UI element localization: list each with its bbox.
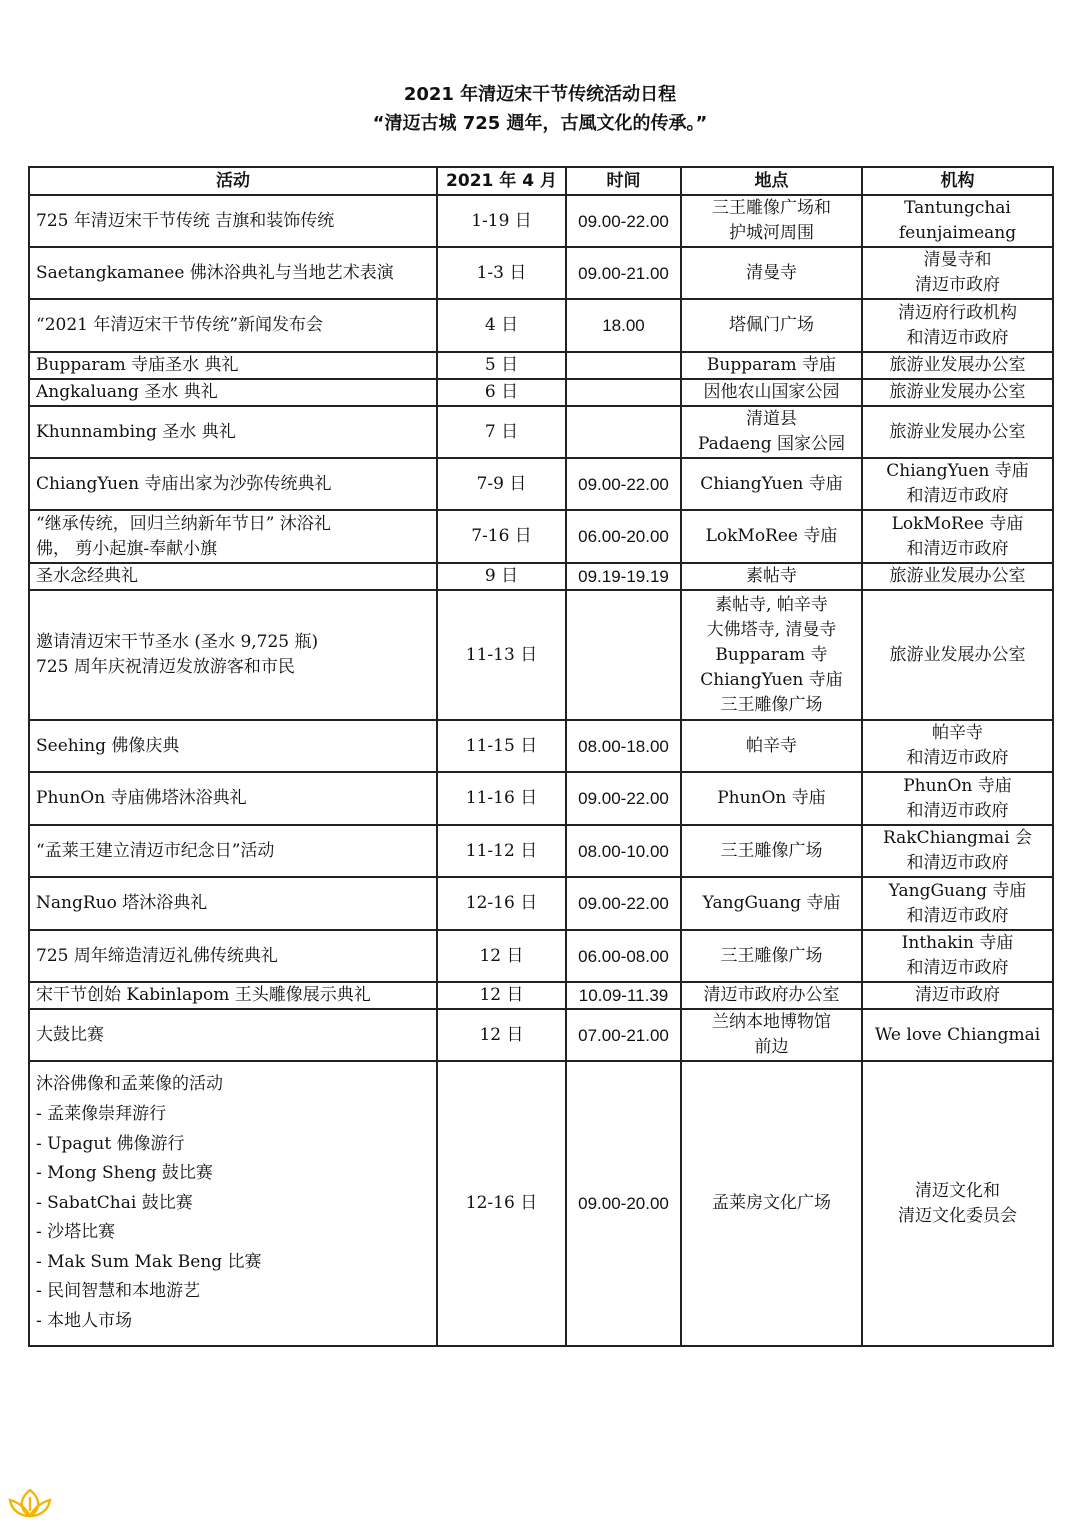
cell-time: 09.00-22.00 xyxy=(566,877,681,930)
header-activity: 活动 xyxy=(29,167,437,195)
cell-place-line: 帕辛寺 xyxy=(746,735,797,756)
cell-place-line: 三王雕像广场 xyxy=(720,945,823,966)
cell-place xyxy=(681,720,862,772)
cell-date: 1-19 日 xyxy=(437,195,566,247)
cell-date: 7-16 日 xyxy=(437,510,566,563)
cell-date: 12-16 日 xyxy=(437,877,566,930)
cell-activity-line: 宋干节创始 Kabinlapom 王头雕像展示典礼 xyxy=(36,985,371,1005)
cell-date: 4 日 xyxy=(437,299,566,352)
cell-activity-line: ChiangYuen 寺庙出家为沙弥传统典礼 xyxy=(36,473,332,494)
cell-time: 18.00 xyxy=(566,299,681,352)
cell-activity-line: Bupparam 寺庙圣水 典礼 xyxy=(36,355,239,375)
cell-activity-line: - SabatChai 鼓比赛 xyxy=(36,1192,193,1213)
cell-time: 09.00-20.00 xyxy=(566,1061,681,1346)
cell-organizer-line: 清曼寺和 xyxy=(923,250,992,270)
cell-organizer-line: 帕辛寺 xyxy=(932,723,983,743)
cell-place xyxy=(681,772,862,825)
cell-organizer-line: 旅游业发展办公室 xyxy=(889,382,1026,402)
cell-organizer xyxy=(862,510,1053,563)
cell-activity xyxy=(29,379,437,406)
table-row xyxy=(29,772,1053,825)
cell-organizer-line: 旅游业发展办公室 xyxy=(889,421,1026,442)
cell-activity xyxy=(29,825,437,877)
cell-organizer-line: 清迈文化委员会 xyxy=(898,1205,1017,1226)
cell-time: 09.00-22.00 xyxy=(566,195,681,247)
cell-activity-line: - 本地人市场 xyxy=(36,1311,133,1332)
cell-place xyxy=(681,299,862,352)
table-row xyxy=(29,406,1053,458)
cell-activity-line: “孟莱王建立清迈市纪念日”活动 xyxy=(36,840,275,861)
cell-place-line: 三王雕像广场和 xyxy=(712,198,831,218)
cell-organizer-line: 旅游业发展办公室 xyxy=(889,355,1026,375)
header-time: 时间 xyxy=(566,167,681,195)
cell-organizer xyxy=(862,930,1053,982)
cell-organizer-line: 清迈府行政机构 xyxy=(898,302,1017,323)
cell-activity xyxy=(29,406,437,458)
cell-place-line: 素帖寺 xyxy=(746,566,797,586)
cell-activity xyxy=(29,1009,437,1061)
cell-date: 12 日 xyxy=(437,982,566,1009)
cell-date: 11-13 日 xyxy=(437,590,566,720)
cell-place-line: YangGuang 寺庙 xyxy=(702,893,841,913)
table-row xyxy=(29,590,1053,720)
cell-date: 9 日 xyxy=(437,563,566,590)
cell-place xyxy=(681,563,862,590)
cell-time: 09.00-22.00 xyxy=(566,772,681,825)
cell-organizer-line: 和清迈市政府 xyxy=(906,800,1009,821)
cell-date: 11-16 日 xyxy=(437,772,566,825)
cell-place xyxy=(681,458,862,510)
cell-place-line: ChiangYuen 寺庙 xyxy=(700,473,843,494)
cell-organizer xyxy=(862,563,1053,590)
table-header-row xyxy=(29,167,1053,195)
cell-organizer xyxy=(862,720,1053,772)
cell-date: 7 日 xyxy=(437,406,566,458)
cell-place xyxy=(681,982,862,1009)
cell-time: 07.00-21.00 xyxy=(566,1009,681,1061)
cell-organizer-line: 旅游业发展办公室 xyxy=(889,644,1026,665)
cell-place-line: 因他农山国家公园 xyxy=(703,382,840,402)
cell-activity xyxy=(29,982,437,1009)
cell-activity-line: “继承传统，回归兰纳新年节日” 沐浴礼 xyxy=(36,513,331,534)
cell-activity-line: 沐浴佛像和孟莱像的活动 xyxy=(36,1074,223,1095)
cell-activity xyxy=(29,590,437,720)
cell-activity-line: 725 周年缔造清迈礼佛传统典礼 xyxy=(36,945,278,966)
cell-time: 09.00-21.00 xyxy=(566,247,681,299)
table-row xyxy=(29,510,1053,563)
cell-activity xyxy=(29,930,437,982)
cell-time xyxy=(566,352,681,379)
schedule-table xyxy=(28,166,1054,1347)
cell-activity xyxy=(29,195,437,247)
header-organizer: 机构 xyxy=(862,167,1053,195)
cell-activity-line: “2021 年清迈宋干节传统”新闻发布会 xyxy=(36,315,324,335)
cell-place-line: 三王雕像广场 xyxy=(720,694,823,715)
cell-date: 12 日 xyxy=(437,930,566,982)
cell-activity-line: 大鼓比赛 xyxy=(36,1024,104,1045)
table-row xyxy=(29,825,1053,877)
cell-date: 12-16 日 xyxy=(437,1061,566,1346)
cell-time: 06.00-20.00 xyxy=(566,510,681,563)
cell-place-line: LokMoRee 寺庙 xyxy=(705,526,838,546)
cell-organizer xyxy=(862,825,1053,877)
cell-time: 09.19-19.19 xyxy=(566,563,681,590)
cell-organizer-line: RakChiangmai 会 xyxy=(882,828,1033,848)
cell-activity-line: 邀请清迈宋干节圣水 (圣水 9,725 瓶) xyxy=(36,632,319,652)
cell-place-line: 兰纳本地博物馆 xyxy=(712,1012,831,1032)
table-row xyxy=(29,458,1053,510)
cell-activity-line: - 沙塔比赛 xyxy=(36,1222,116,1243)
cell-activity-line: 725 周年庆祝清迈发放游客和市民 xyxy=(36,657,295,677)
header-date: 2021 年 4 月 xyxy=(437,167,566,195)
cell-organizer xyxy=(862,877,1053,930)
cell-date: 11-12 日 xyxy=(437,825,566,877)
cell-organizer-line: 和清迈市政府 xyxy=(906,853,1009,873)
cell-place-line: PhunOn 寺庙 xyxy=(717,788,826,808)
cell-time: 09.00-22.00 xyxy=(566,458,681,510)
cell-date: 6 日 xyxy=(437,379,566,406)
cell-place-line: ChiangYuen 寺庙 xyxy=(700,669,843,690)
cell-activity-line: NangRuo 塔沐浴典礼 xyxy=(36,893,208,913)
cell-place xyxy=(681,247,862,299)
cell-activity-line: 佛， 剪小起旗-奉献小旗 xyxy=(36,538,218,559)
cell-place xyxy=(681,352,862,379)
cell-activity xyxy=(29,563,437,590)
cell-activity xyxy=(29,510,437,563)
cell-organizer xyxy=(862,590,1053,720)
document-title: 2021 年清迈宋干节传统活动日程 xyxy=(403,84,677,105)
cell-activity xyxy=(29,247,437,299)
cell-organizer xyxy=(862,1009,1053,1061)
table-row xyxy=(29,352,1053,379)
cell-organizer-line: 和清迈市政府 xyxy=(906,905,1009,926)
cell-time: 06.00-08.00 xyxy=(566,930,681,982)
header-place: 地点 xyxy=(681,167,862,195)
cell-activity-line: - Mong Sheng 鼓比赛 xyxy=(36,1163,213,1184)
table-row xyxy=(29,930,1053,982)
cell-activity xyxy=(29,772,437,825)
cell-activity xyxy=(29,352,437,379)
cell-organizer-line: PhunOn 寺庙 xyxy=(903,775,1012,796)
cell-activity-line: 725 年清迈宋干节传统 吉旗和装饰传统 xyxy=(36,210,335,231)
cell-date: 11-15 日 xyxy=(437,720,566,772)
cell-time xyxy=(566,406,681,458)
table-row xyxy=(29,1061,1053,1346)
cell-place xyxy=(681,195,862,247)
cell-place xyxy=(681,379,862,406)
cell-place-line: 清道县 xyxy=(746,409,797,429)
cell-activity xyxy=(29,720,437,772)
cell-place-line: 素帖寺, 帕辛寺 xyxy=(715,594,828,615)
cell-place-line: 塔佩门广场 xyxy=(729,315,814,335)
cell-organizer xyxy=(862,379,1053,406)
cell-organizer xyxy=(862,458,1053,510)
cell-place-line: 大佛塔寺, 清曼寺 xyxy=(706,619,837,640)
cell-activity-line: PhunOn 寺庙佛塔沐浴典礼 xyxy=(36,788,247,808)
cell-organizer-line: Inthakin 寺庙 xyxy=(901,933,1014,953)
cell-organizer-line: 和清迈市政府 xyxy=(906,748,1009,768)
cell-activity-line: - Mak Sum Mak Beng 比赛 xyxy=(36,1251,262,1272)
cell-organizer-line: 旅游业发展办公室 xyxy=(889,566,1026,586)
cell-organizer xyxy=(862,299,1053,352)
cell-time: 08.00-18.00 xyxy=(566,720,681,772)
cell-place-line: 三王雕像广场 xyxy=(720,840,823,861)
cell-activity xyxy=(29,1061,437,1346)
cell-date: 1-3 日 xyxy=(437,247,566,299)
cell-time xyxy=(566,590,681,720)
cell-activity-line: Seehing 佛像庆典 xyxy=(36,735,180,756)
cell-place-line: Padaeng 国家公园 xyxy=(697,434,846,454)
table-row xyxy=(29,982,1053,1009)
cell-organizer-line: 清迈市政府 xyxy=(915,985,1000,1005)
cell-organizer xyxy=(862,195,1053,247)
cell-organizer xyxy=(862,1061,1053,1346)
cell-organizer-line: We love Chiangmai xyxy=(874,1024,1041,1045)
cell-organizer-line: 和清迈市政府 xyxy=(906,327,1009,348)
table-row xyxy=(29,379,1053,406)
cell-organizer-line: 和清迈市政府 xyxy=(906,538,1009,559)
cell-place xyxy=(681,1061,862,1346)
cell-organizer-line: feunjaimeang xyxy=(898,223,1017,243)
cell-place-line: Bupparam 寺 xyxy=(715,644,828,665)
cell-organizer-line: LokMoRee 寺庙 xyxy=(891,513,1024,534)
cell-time: 08.00-10.00 xyxy=(566,825,681,877)
lotus-logo-icon xyxy=(6,1486,54,1520)
cell-organizer xyxy=(862,982,1053,1009)
cell-activity-line: Saetangkamanee 佛沐浴典礼与当地艺术表演 xyxy=(36,262,394,283)
table-row xyxy=(29,563,1053,590)
table-row xyxy=(29,877,1053,930)
cell-activity-line: - Upagut 佛像游行 xyxy=(36,1133,185,1154)
table-row xyxy=(29,720,1053,772)
cell-organizer-line: Tantungchai xyxy=(904,198,1011,218)
cell-place-line: Bupparam 寺庙 xyxy=(706,355,837,375)
cell-activity xyxy=(29,877,437,930)
cell-place xyxy=(681,406,862,458)
cell-organizer-line: 清迈市政府 xyxy=(915,275,1000,295)
cell-place xyxy=(681,877,862,930)
cell-date: 7-9 日 xyxy=(437,458,566,510)
table-row xyxy=(29,195,1053,247)
cell-place xyxy=(681,1009,862,1061)
cell-organizer-line: YangGuang 寺庙 xyxy=(888,880,1027,901)
table-row xyxy=(29,247,1053,299)
cell-place xyxy=(681,930,862,982)
cell-organizer xyxy=(862,406,1053,458)
cell-activity-line: - 孟莱像崇拜游行 xyxy=(36,1103,167,1124)
table-row xyxy=(29,1009,1053,1061)
cell-organizer xyxy=(862,352,1053,379)
cell-organizer-line: 和清迈市政府 xyxy=(906,958,1009,978)
table-row xyxy=(29,299,1053,352)
cell-place-line: 清曼寺 xyxy=(746,262,797,283)
cell-organizer xyxy=(862,772,1053,825)
cell-time: 10.09-11.39 xyxy=(566,982,681,1009)
cell-activity-line: Angkaluang 圣水 典礼 xyxy=(36,382,218,402)
cell-organizer-line: 和清迈市政府 xyxy=(906,486,1009,506)
cell-place xyxy=(681,825,862,877)
cell-place-line: 护城河周围 xyxy=(729,223,814,243)
cell-place xyxy=(681,510,862,563)
cell-place-line: 前边 xyxy=(754,1037,789,1057)
cell-activity xyxy=(29,458,437,510)
cell-activity-line: - 民间智慧和本地游艺 xyxy=(36,1281,201,1302)
cell-organizer-line: 清迈文化和 xyxy=(915,1180,1000,1201)
cell-activity-line: 圣水念经典礼 xyxy=(36,566,138,586)
cell-organizer xyxy=(862,247,1053,299)
cell-date: 12 日 xyxy=(437,1009,566,1061)
cell-organizer-line: ChiangYuen 寺庙 xyxy=(886,461,1029,481)
cell-date: 5 日 xyxy=(437,352,566,379)
table-body xyxy=(29,195,1053,1346)
cell-place xyxy=(681,590,862,720)
cell-activity-line: Khunnambing 圣水 典礼 xyxy=(36,421,236,442)
document-subtitle: “清迈古城 725 週年，古風文化的传承。” xyxy=(372,113,708,134)
cell-time xyxy=(566,379,681,406)
cell-place-line: 清迈市政府办公室 xyxy=(703,985,840,1005)
cell-place-line: 孟莱房文化广场 xyxy=(712,1193,831,1213)
cell-activity xyxy=(29,299,437,352)
